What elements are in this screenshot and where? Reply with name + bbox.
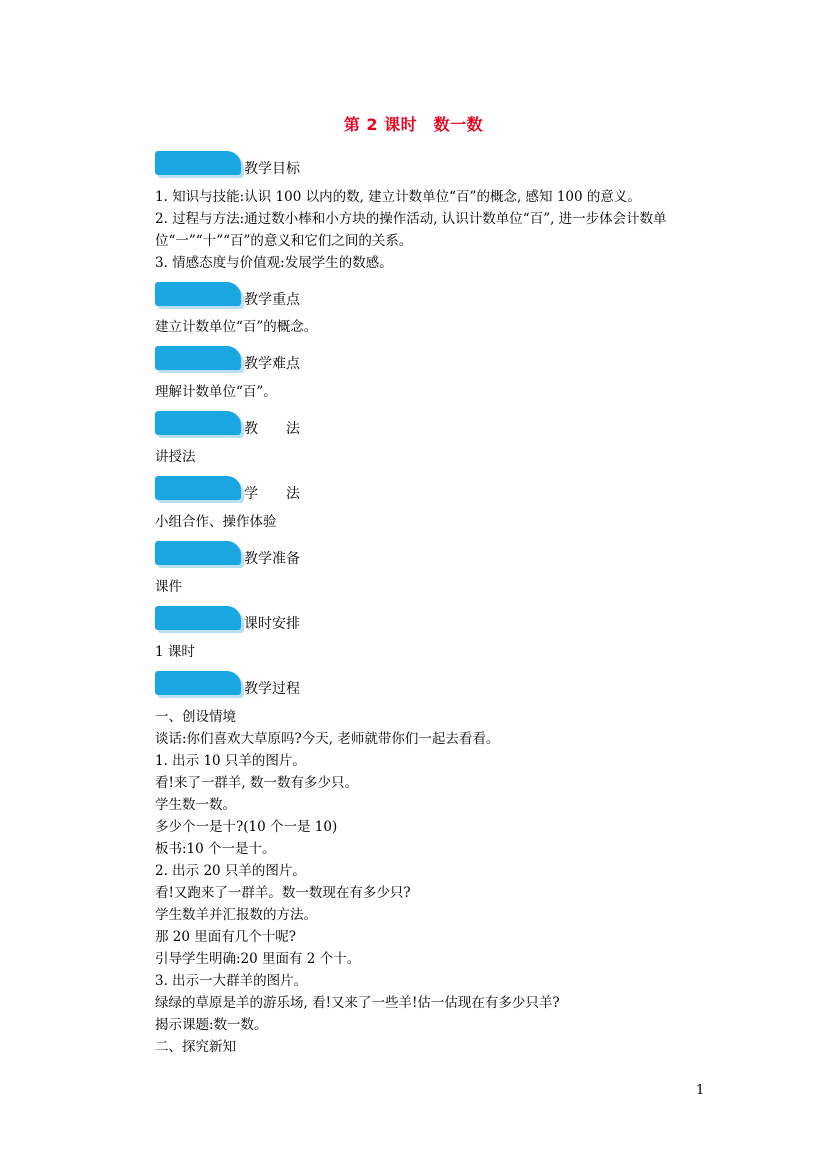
section-badge (155, 411, 241, 435)
page-number: 1 (696, 1083, 705, 1098)
process-line: 绿绿的草原是羊的游乐场, 看!又来了一些羊!估一估现在有多少只羊? (155, 995, 560, 1011)
page-title: 第 2 课时 数一数 (343, 115, 484, 134)
process-line: 板书:10 个一是十。 (155, 841, 276, 857)
section-label: 教学目标 (244, 161, 300, 177)
section-badge (155, 476, 241, 500)
section-badge (155, 671, 241, 695)
difficulty-text: 理解计数单位“百”。 (155, 384, 277, 400)
key-text: 建立计数单位“百”的概念。 (155, 319, 318, 335)
goal-1: 1. 知识与技能:认识 100 以内的数, 建立计数单位“百”的概念, 感知 100 的意义。 (155, 189, 641, 205)
section-badge (155, 541, 241, 565)
process-line: 一、创设情境 (155, 709, 236, 725)
section-label: 课时安排 (244, 616, 300, 632)
process-line: 多少个一是十?(10 个一是 10) (155, 819, 338, 835)
section-badge (155, 346, 241, 370)
process-line: 谈话:你们喜欢大草原吗?今天, 老师就带你们一起去看看。 (155, 731, 500, 747)
section-badge (155, 282, 241, 306)
goal-3: 3. 情感态度与价值观:发展学生的数感。 (155, 255, 393, 271)
section-label: 教 法 (244, 421, 300, 437)
preparation-text: 课件 (155, 579, 182, 595)
process-line: 2. 出示 20 只羊的图片。 (155, 863, 306, 879)
section-label: 教学重点 (244, 292, 300, 308)
process-line: 揭示课题:数一数。 (155, 1017, 268, 1033)
section-label: 教学准备 (244, 551, 300, 567)
process-line: 二、探究新知 (155, 1039, 236, 1055)
section-label: 学 法 (244, 486, 300, 502)
schedule-text: 1 课时 (155, 644, 195, 660)
process-line: 1. 出示 10 只羊的图片。 (155, 753, 306, 769)
process-line: 学生数一数。 (155, 797, 236, 813)
teaching-method-text: 讲授法 (155, 449, 196, 465)
learning-method-text: 小组合作、操作体验 (155, 514, 277, 530)
process-line: 学生数羊并汇报数的方法。 (155, 907, 317, 923)
section-badge (155, 606, 241, 630)
section-badge (155, 151, 241, 175)
process-line: 那 20 里面有几个十呢? (155, 929, 296, 945)
process-line: 3. 出示一大群羊的图片。 (155, 973, 308, 989)
goal-2: 2. 过程与方法:通过数小棒和小方块的操作活动, 认识计数单位“百”, 进一步体会计数单位“一”“十”“百”的意义和它们之间的关系。 (155, 211, 667, 249)
process-line: 看!又跑来了一群羊。数一数现在有多少只? (155, 885, 411, 901)
process-line: 引导学生明确:20 里面有 2 个十。 (155, 951, 361, 967)
process-line: 看!来了一群羊, 数一数有多少只。 (155, 775, 359, 791)
section-label: 教学过程 (244, 681, 300, 697)
section-label: 教学难点 (244, 356, 300, 372)
